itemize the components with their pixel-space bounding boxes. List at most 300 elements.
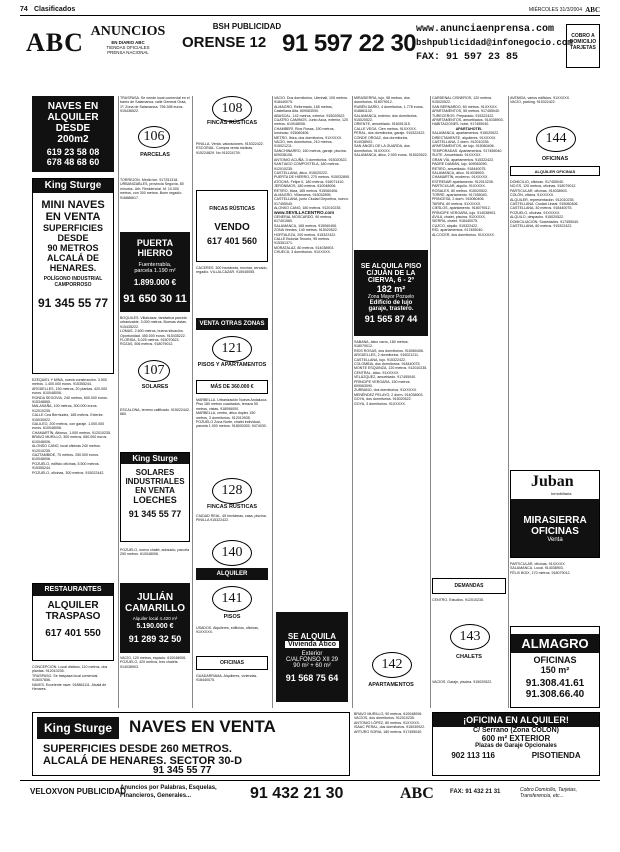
ks2-phone[interactable]: 91 345 55 77	[128, 509, 182, 519]
listing: RUBÉN DARÍO, 4 dormitorios, 1.778 euros. 918881102.	[354, 104, 424, 114]
os-l1: ¡OFICINA EN ALQUILER!	[433, 713, 599, 727]
kingsturge-logo: King Sturge	[33, 179, 113, 193]
listing: GOYA, 3 dormitorios. 91XXXXX.	[354, 401, 406, 406]
col7a-listings	[510, 96, 600, 122]
listing: PUERTA DE HIERRO, 270 metros. 915032895.	[274, 175, 350, 180]
listing: ALMAGRO. Villanueva. 915032895.	[274, 192, 332, 197]
section-144-num: 144	[545, 131, 567, 146]
section-121-sub: MÁS DE 360.000 €	[196, 380, 268, 394]
listing: CONCEPCIÓN. Local diáfano, 110 metros, dos plantas. 912010235.	[32, 665, 108, 674]
listing: SAN BERNARDO, 60 metros. 91XXXXX.	[432, 104, 498, 109]
section-107-num: 107	[143, 363, 165, 378]
vivienda-atico-ad[interactable]	[276, 612, 348, 702]
listing: PRÍNCIPE VERGARA, 150 metros. 609063090.	[354, 379, 411, 389]
ph-price: 1.899.000 €	[133, 278, 177, 287]
listing: HABITACIONES, hotel. 917455040.	[432, 122, 490, 127]
listing: SAN ÁNGEL DE LA GUARDA, dos dormitorios. 91XXXXX.	[354, 144, 410, 153]
col2f-listings	[120, 656, 190, 708]
footer-fax: FAX: 91 432 21 31	[450, 789, 501, 795]
listing: ALQUILO, despacho. 915020522.	[510, 215, 565, 220]
listing: ARGÜELLES, 2 dormitorios. 915021211.	[354, 353, 420, 358]
section-108-label: FINCAS RÚSTICAS	[206, 120, 258, 126]
listing: TORREJÓN. Medio km. 917251318.	[120, 178, 179, 182]
almagro-l2: 150 m²	[540, 665, 570, 675]
va-l2: Vivienda Ático	[285, 641, 339, 648]
section-141-num: 141	[221, 591, 243, 606]
section-143-badge	[450, 624, 490, 650]
section-106-badge	[138, 126, 170, 148]
listing: CENTRO. Estudios. 912010235.	[432, 598, 484, 602]
section-108-num: 108	[221, 101, 243, 116]
listing: ALONSO CANO, local oficinas 240 metros. 912010235.	[32, 444, 101, 453]
listing: ALONSO CANO, 180 metros. 912010235.	[274, 206, 342, 211]
os-l3: 600 m² EXTERIOR	[481, 734, 551, 743]
ks1-l9: CAMPORROSO	[54, 282, 92, 288]
listing: RÍO, apartamentos. 917455040.	[432, 228, 484, 233]
alquiler-oficinas-bar: ALQUILER OFICINAS	[510, 166, 600, 176]
listing: MIRASIERRA, lujo, 98 metros, dos dormitorios. 918079012.	[354, 96, 410, 105]
listing: ANTONIO LÓPEZ, 80 metros. 91XXXXX.	[354, 720, 421, 725]
section-140-badge	[212, 540, 252, 566]
col5c-listings	[354, 712, 428, 776]
listing: DOMICILIO, oficinas. 917455040.	[510, 180, 564, 184]
listing: VACÍO, parking. 915322422.	[510, 100, 556, 105]
listing: POZUELO, oficinas. 91XXXXX.	[510, 210, 561, 215]
listing: SANCHINARRO, 160 metros, garaje, piscina. 609038106.	[274, 148, 347, 158]
bsh-web[interactable]: www.anunciaenprensa.com	[416, 24, 555, 35]
naves-l1: NAVES EN	[47, 101, 99, 112]
listing: SALAMANCA, apartamentos. 915020522.	[432, 131, 500, 136]
oficina-serrano-ad[interactable]	[432, 712, 600, 776]
column-divider	[352, 96, 353, 708]
juban-brand: Juban	[531, 473, 574, 490]
listing: POZUELO Zona Norte, chalet individual, parcela 1.000 metros. 918000300. 9474030.	[196, 420, 267, 429]
ks3-logo: King Sturge	[37, 717, 119, 739]
ks3-l2: ALCALÁ DE HENARES. SECTOR 30-D	[43, 755, 243, 767]
listing: MONTE ESQUINZA, 120 metros. 912010235.	[354, 366, 428, 371]
section-128-label: FINCAS RÚSTICAS	[206, 504, 258, 510]
listing: PADRE DAMIÁN, lujo. 609063090.	[432, 162, 488, 167]
page-number: 74	[20, 6, 28, 13]
section-143-num: 143	[459, 629, 481, 644]
restaurantes-title: RESTAURANTES	[33, 584, 113, 596]
kingsturge-mini-naves-ad[interactable]	[32, 178, 114, 374]
section-128-badge	[212, 478, 252, 504]
col3e-listings	[196, 626, 268, 656]
footer-cobro: Cobro Domicilio, Tarjetas, Transferencia, etc...	[520, 787, 578, 799]
almagro-phone1[interactable]: 91.308.41.61	[525, 678, 585, 689]
almagro-oficinas-ad[interactable]	[510, 626, 600, 708]
listing: TEMPORADAS. Apartamentos. 917455040.	[432, 148, 503, 153]
ks2-l2: INDUSTRIALES	[125, 477, 185, 486]
col1-listings-bottom	[32, 665, 114, 711]
listing: VACÍO, 120 metros, espacio. 610048006.	[120, 656, 187, 660]
listing: ROSALES, 80 metros. 915020522.	[432, 188, 488, 193]
ks2-l1: SOLARES	[135, 468, 175, 477]
section-140-num: 140	[221, 545, 243, 560]
julian-l2: CAMARILLO	[125, 603, 185, 614]
listing: CASTELLANA, junto Ciudad Deportiva, nuevo. 917455040.	[274, 197, 349, 206]
section-128-num: 128	[221, 483, 243, 498]
listing: SALAMANCA. Local. 914038903.	[510, 566, 564, 571]
cobro-box: COBRO A DOMICILIO TARJETAS	[566, 24, 600, 68]
listing: CASTELLANA. Ciudad Lineal. 915060406.	[510, 202, 579, 207]
listing: ATOCHA. Felipe II, 180 metros. 916071410.	[274, 179, 345, 184]
naves-l3: DESDE	[55, 123, 91, 134]
listing: SANTIAGO COMPOSTELA, 180 metros. 912010235.	[274, 162, 340, 171]
listing: CALLE Cea Bermúdez, 185 metros. Exterior. 915030922.	[32, 413, 104, 422]
bsh-name: BSH PUBLICIDAD	[212, 22, 282, 31]
listing: CASTELLANA, lujo. 915322422.	[354, 357, 406, 362]
bsh-email[interactable]: bshpublicidad@infonegocio.com	[416, 38, 573, 48]
column-divider	[430, 96, 431, 708]
listing: ÁVILA, chalet, piscina. 91XXXXX.	[432, 214, 486, 219]
restaurantes-l1: ALQUILER	[47, 600, 99, 611]
listing: VACIO. Dos dormitorios, Ulenhall, 105 metros. 918440075.	[274, 96, 349, 105]
ks1-l7: HENARES.	[49, 263, 97, 273]
listing: GRAN VÍA, apartamentos. 915322422.	[432, 157, 495, 162]
ks2-logo: King Sturge	[121, 453, 189, 464]
julian-price: 5.190.000 €	[136, 623, 174, 630]
almagro-phone2[interactable]: 91.308.66.40	[525, 689, 585, 700]
veloxvon-logo: VELOXVON PUBLICIDAD	[30, 787, 127, 796]
listing: GOYA, dos dormitorios. 915020522.	[354, 397, 412, 402]
naves-l4: 200m2	[57, 134, 89, 145]
juban-mirasierra-ad[interactable]	[510, 470, 600, 558]
listing: ALMAGRO. Reformado, 165 metros, Castellana Alta. 609063090.	[274, 104, 333, 114]
listing: VELÁZQUEZ, amueblado. 917455040.	[354, 375, 417, 380]
col5a-listings	[354, 96, 428, 246]
listing: AVENIDA, varios edificios. 91XXXXX.	[510, 96, 571, 100]
listing: COLOMBIA, dos dormitorios. 918440075.	[354, 362, 421, 367]
juban-l3: Venta	[547, 537, 563, 543]
kingsturge-solares-ad[interactable]	[120, 452, 190, 542]
listing: POZUELO, edificio oficinas, 5.500 metros. 915355244.	[32, 461, 100, 471]
listing: TRASPASA. Se vende local comercial en el barrio de Salamanca, calle General Oráa, 1º. Zona de Salamanca. 756.398 euros. 915436522.	[120, 96, 190, 114]
listing: BRAVO MURILLO, 300 metros, 650.000 euros. 610048006.	[32, 435, 108, 444]
listing: TURECEROS. Preparado. 915322422.	[432, 113, 495, 118]
va-l1: SE ALQUILA	[287, 631, 337, 641]
col4-listings	[274, 96, 350, 484]
footer-anuncios2: Financieros, Generales...	[120, 793, 192, 799]
column-divider	[192, 96, 193, 708]
restaurantes-phone[interactable]: 617 401 550	[45, 628, 101, 639]
col3f-listings	[196, 674, 268, 708]
section-title: Clasificados	[34, 6, 76, 13]
listing: SALAMANCA, 165 metros. 915060406.	[274, 223, 338, 228]
listing: COLÓN, oficina. 91XXXXX.	[510, 193, 555, 198]
os-phone[interactable]: 902 113 116	[451, 751, 495, 760]
listing: CALLE VEGA. Cien metros. 91XXXXX.	[354, 126, 417, 131]
vendo-l1: FINCAS RÚSTICAS	[209, 206, 255, 212]
listing: RÍOS ROSAS, dos dormitorios. 915060406.	[354, 348, 424, 353]
listing: EZEQUIEL Y MINA, nueva construcción. 3.500 metros. 1.400.000 euros. 915355244.	[32, 378, 107, 387]
os-brand: PISOTIENDA	[531, 751, 581, 760]
listing: ABASCAL. 142 metros, exterior. 915020522.	[274, 113, 346, 118]
section-121-badge	[212, 336, 252, 362]
listing: SUITE. Amueblado. 91XXXXX.	[432, 153, 482, 158]
listing: URBANIZABLES, provincia Segovia, 80 minutos. Urb. Residencial. M. 10.000 metros, con 300 metros. Buen regadío. 916886617.	[120, 182, 184, 200]
listing: PRÍNCIPE VERGARA, lujo. 914038903.	[432, 210, 497, 215]
column-divider	[118, 96, 119, 708]
listing: DOMICILIACIÓN. Sociedades. 917455040.	[510, 219, 580, 224]
col2e-listings	[120, 548, 190, 582]
listing: METRO. Ibiza, dos dormitorios, 91XXXXX.	[274, 135, 343, 140]
listing: VACÍOS, dos dormitorios. 912010235.	[354, 716, 415, 721]
naves-phone1[interactable]: 619 23 58 08	[46, 147, 100, 157]
section-141-label: PISOS	[223, 614, 241, 620]
listing: CASTELLANA, 30 metros. 918440075.	[510, 206, 573, 211]
ks1-l1: MINI NAVES	[41, 199, 105, 211]
ks3-l1: SUPERFICIES DESDE 260 METROS.	[43, 743, 232, 755]
listing-heading: APARTAHOTEL	[455, 126, 483, 131]
naves-ad[interactable]	[32, 96, 114, 172]
listing: CÁCERES. 300 hectáreas, encinar, cercado, regadío. VILLALCÁZAR. 915045055.	[196, 266, 268, 275]
col6b-listings	[432, 598, 506, 618]
col6c-listings	[432, 680, 506, 708]
va-l4: C/ALFONSO XII 29	[285, 656, 339, 663]
va-l5: 90 m² + 60 m²	[293, 662, 331, 669]
naves-phone2[interactable]: 678 48 68 60	[46, 157, 100, 167]
listing: CHUECA, 3 dormitorios. 91XXXXX.	[274, 250, 331, 255]
listing: MARBELLA. Urbanización Nueva Andalucía. Piso 180 metros cuadrados, terraza 50 metros, vistas. 918096000.	[196, 398, 268, 411]
listing: MARBELLA, centro, ático duplex 150 metros, 3 dormitorios. 912010935.	[196, 411, 256, 420]
section-108-badge	[212, 96, 252, 122]
listing: SALAMANCA, ático. 914038903.	[432, 170, 485, 175]
listing: BRAVO MURILLO, 90 metros. 610048006.	[354, 712, 423, 716]
section-141-badge	[212, 586, 252, 612]
listing: ORIENTE, amueblado. 916091315.	[354, 122, 411, 127]
vendo-fincas-ad[interactable]	[196, 190, 268, 262]
section-107-label: SOLARES	[141, 384, 169, 390]
listing: PARTICULAR, alquilo. 91XXXXX.	[432, 184, 486, 189]
juban-l1: MIRASIERRA	[523, 515, 587, 526]
listing: ESCORIAL. Compra venta rústicas. 915224829. No 915224739.	[196, 146, 254, 155]
listing: VACÍO, tres dormitorios, 210 metros. 915021211.	[274, 140, 333, 149]
listing: MORATALAZ, 80 metros. 914038903.	[274, 245, 335, 250]
footer-anuncios: Anuncios por Palabras, Esquelas,	[120, 785, 217, 791]
naves-l2: ALQUILER	[47, 112, 99, 123]
jc-l7: garaje, trastero.	[368, 305, 414, 312]
abc-logo: ABC	[26, 28, 84, 57]
listing: APARTAMENTOS, 55 metros. 917455040.	[432, 109, 501, 114]
listing: MENÉNDEZ PELAYO, 2 dorm. 914038903.	[354, 392, 424, 397]
col3c-listings	[196, 398, 268, 468]
listing: CENTRAL, ático. 91XXXXX.	[354, 370, 400, 375]
listing: SALAMANCA, exterior, dos dormitorios. 915020522.	[354, 113, 418, 123]
col5b-listings	[354, 340, 428, 640]
listing: USADOS. Alquileres, edificios, oficinas, 91XXXXX.	[196, 626, 259, 635]
listing: ALCOCER, dos dormitorios. 91XXXXX.	[432, 232, 495, 237]
listing: JERÓNIMOS, 180 metros. 610048006.	[274, 184, 337, 189]
section-144-label: OFICINAS	[541, 156, 569, 162]
listing: CHAMBERÍ, Ríos Rosas, 150 metros, luminoso. 915060406.	[274, 126, 335, 136]
section-107-badge	[138, 360, 170, 382]
listing: NO ES, 120 metros, oficinas. 918079012.	[510, 184, 577, 189]
listing: HORTALEZA, 200 metros. 915322422.	[274, 232, 337, 237]
ks1-phone[interactable]: 91 345 55 77	[37, 296, 109, 310]
section-121-label: PISOS Y APARTAMENTOS	[197, 362, 267, 368]
jc-phone[interactable]: 91 565 87 44	[364, 313, 418, 324]
listing: GENERAL MOSCARDÓ, 90 metros. 617401560.	[274, 214, 333, 224]
col6-listings	[432, 96, 506, 566]
listing: ZURBANO, dos dormitorios. 91XXXXX.	[354, 388, 418, 393]
listing: ISAAC PERAL, dos dormitorios. 915030922.	[354, 725, 426, 730]
abc-mark: ABC	[585, 6, 600, 14]
juban-l2: OFICINAS	[531, 526, 579, 537]
listing: TRASPASO. Se traspasa local comercial. 915007856.	[32, 673, 99, 683]
ph-l2: parcela 1.190 m²	[134, 268, 176, 274]
anuncios-sub1: EN DIARIO ABC	[111, 40, 145, 45]
listing: FLORIDA, 5.025 metros. 915070623.	[120, 338, 180, 343]
kingsturge-naves-bottom-ad[interactable]	[32, 712, 350, 776]
listing: CHAMARTÍN, Alfonso, 1.000 metros. 912010235.	[32, 430, 112, 435]
listing: RETIRO, Ibiza, 165 metros. 915060406.	[274, 188, 339, 193]
listing: CONDE ORGAZ, dos dormitorios. 914038903.	[354, 135, 409, 145]
va-phone[interactable]: 91 568 75 64	[285, 672, 339, 683]
footer-bar	[20, 780, 600, 808]
section-106-num: 106	[143, 129, 165, 144]
ks3-phone[interactable]: 91 345 55 77	[153, 765, 212, 776]
column-divider	[508, 96, 509, 708]
col7b-listings	[510, 180, 600, 390]
anuncios-title: ANUNCIOS	[90, 24, 166, 39]
listing: CUATRO CAMINOS. Junto Azca, exterior, 120 metros. 610048006.	[274, 118, 349, 127]
listing: PARTICULAR, oficinas. 91XXXXX.	[510, 562, 566, 566]
section-ofertas-label: OFICINAS	[196, 656, 268, 670]
jc-l6: Edificio de lujo	[369, 299, 413, 306]
listing: ESTRENAR apartamento. 912010235.	[432, 179, 494, 184]
col3b-listings	[196, 266, 268, 314]
listing: ARGÜELLES, 150 metros, 20 plantas. 420.000 euros. 610048006.	[32, 386, 108, 396]
footer-phone[interactable]: 91 432 21 30	[250, 785, 344, 802]
listing: CASTELLANA, ático. 915020222.	[274, 170, 328, 175]
listing: CIESLOS, apartamento. 918079012.	[432, 206, 491, 211]
listing: SABANA, ático vacío, 180 metros. 918079012.	[354, 340, 409, 349]
puerta-hierro-ad[interactable]	[120, 232, 190, 312]
listing: POZUELO, oficinas, 300 metros. 915022442.	[32, 470, 105, 475]
jc-l4: 182 m²	[376, 283, 406, 294]
jc-l2: C/JUAN DE LA	[366, 269, 416, 277]
ks1-l6: ALCALÁ DE	[47, 253, 99, 263]
listing: LOMAS. 2.600 metros, buena situación. Oportunidad. 450.000 euros. 915435222.	[120, 329, 186, 338]
website-link[interactable]: www.SEVILLACENTRO.com	[274, 209, 335, 215]
juban-sub: Inmobiliaria	[551, 491, 572, 496]
listing: NAVES. Excelente nave. 918861111. Alcalá de Henares.	[32, 682, 107, 692]
julian-l3: Alquiler local 4.420 m²	[132, 616, 178, 621]
listing: MALASAÑA, 100 metros, 300.000 euros. 912010235.	[32, 404, 98, 413]
column-divider	[272, 96, 273, 708]
section-142-badge	[372, 652, 412, 678]
listing: CASTELLANA, 2 dorm. 912010235.	[432, 140, 490, 145]
top-bar	[20, 6, 600, 16]
section-120-bar: VENTA OTRAS ZONAS	[196, 318, 268, 330]
listing: POZUELO, 420 metros, tres chalets. 914038903.	[120, 660, 179, 669]
listing: ROZAS, 506 metros. 918079012.	[120, 342, 174, 347]
almagro-title: ALMAGRO	[511, 634, 599, 653]
bsh-address: ORENSE 12	[182, 34, 267, 51]
juban-logo-area	[511, 471, 599, 499]
va-l3: Exterior	[301, 650, 323, 657]
julian-camarillo-ad[interactable]	[120, 583, 190, 653]
vendo-phone[interactable]: 617 401 560	[206, 236, 258, 246]
issue-date: MIÉRCOLES 31/3/2004	[528, 7, 582, 13]
listing: PARTICULAR, oficinas. 914038903.	[510, 188, 568, 193]
col1-listings	[32, 378, 114, 608]
listing: TORRE, apartamento. 917455040.	[432, 192, 488, 197]
listing: SALAMANCA, ático, 2.000 euros. 915020522.	[354, 153, 428, 158]
listing: TARIFA, 60 metros. 91XXXXX.	[432, 201, 482, 206]
listing: VACÍOS. Garaje, piscina. 915020522.	[432, 680, 493, 684]
listing: BOQUILES. Villalcázar, fantástica parcela urbanizable. 3.000 metros. Buenas vistas. 915435222.	[120, 316, 187, 329]
listing: PRINCESA, 2 dorm. 915060406.	[432, 197, 485, 202]
section-106-label: PARCELAS	[140, 152, 170, 158]
listing: GALILEO, 200 metros, con garaje. 1.000.000 euros. 610048006.	[32, 422, 105, 431]
section-144-badge	[536, 126, 576, 152]
section-140-bar: ALQUILER	[196, 568, 268, 580]
listing: GAZTAMBIDE, 70 metros. 250.000 euros. 610048006.	[32, 452, 100, 462]
listing: FÉLIX BOIX, 170 metros. 918079012.	[510, 570, 571, 575]
col3d-listings	[196, 514, 268, 538]
ph-l1: Fuenterrabía,	[138, 262, 172, 268]
listing: SIERRA, chalet. 918440075.	[432, 219, 478, 224]
jc-l1: SE ALQUILA PISO	[360, 262, 422, 270]
listing: ANTONIO ACUÑA, 3 dormitorios. 915020522.	[274, 157, 348, 162]
demandas-bar: DEMANDAS	[432, 578, 506, 594]
listing: POZUELO, nuevo chalet, adosado, parcela 250 metros. 610048006.	[120, 548, 190, 557]
anuncios-sub3: PRENSA NACIONAL	[107, 50, 149, 55]
listing: ALQUILER, representación. 912010235.	[510, 197, 575, 202]
juan-de-la-cierva-ad[interactable]	[354, 250, 428, 336]
listing: CALLE Bolonia Tenorio, 95 metros. 915351371.	[274, 237, 331, 246]
almagro-l1: OFICINAS	[533, 655, 577, 665]
listing: RETIRO, amueblado. 918440075.	[432, 166, 487, 171]
restaurantes-l2: TRASPASO	[45, 611, 101, 622]
ks1-l8: POLÍGONO INDUSTRIAL	[43, 276, 103, 282]
vendo-l2: VENDO	[214, 222, 250, 233]
julian-phone[interactable]: 91 289 32 50	[128, 634, 182, 644]
section-142-num: 142	[381, 657, 403, 672]
os-l2: C/ Serrano (Zona COLÓN)	[473, 727, 559, 734]
jc-l3: CIERVA, 6 - 2º	[367, 276, 415, 284]
masthead	[20, 20, 600, 76]
listing: CUZCO, alquilo. 915322422.	[432, 223, 479, 228]
listing: DIRECTAMENTE, alquileres. 91XXXXX.	[432, 135, 497, 140]
jc-l5: Zona Mayor Pozuelo	[367, 293, 415, 300]
listing: APARTAMENTOS, amueblados. 914038903.	[432, 118, 504, 123]
ph-title: PUERTA HIERRO	[136, 238, 174, 258]
bsh-phone[interactable]: 91 597 22 30	[282, 30, 417, 57]
ks1-l3: SUPERFICIES	[42, 223, 103, 233]
col2d-listings	[120, 408, 190, 448]
restaurantes-ad[interactable]	[32, 583, 114, 661]
listing: PERAL, dos dormitorios, garaje. 915322422.	[354, 131, 426, 136]
listing: RONDA SEGOVIA, 240 metros, 600.000 euros. 915348855.	[32, 395, 108, 405]
os-l4: Plazas de Garaje Opcionales	[475, 743, 557, 749]
listing: APARTAMENTOS, de lujo. 915060406.	[432, 144, 495, 149]
listing: CIUDAD REAL. 45 hectáreas, casa, piscina. PINILLA 915322422.	[196, 514, 267, 523]
listing: ZONA Veedes, 140 metros. 915020522.	[274, 228, 338, 233]
bsh-fax: FAX: 91 597 23 85	[416, 52, 519, 63]
ph-phone[interactable]: 91 650 30 11	[123, 293, 187, 305]
col3a-listings	[196, 142, 268, 190]
ks1-l2: EN VENTA	[45, 211, 101, 223]
julian-l1: JULIÁN	[136, 592, 174, 603]
listing: ARTURO SORIA, 180 metros. 917455040.	[354, 729, 423, 734]
section-121-num: 121	[221, 341, 243, 356]
ks1-l5: 90 METROS	[47, 243, 99, 253]
ks1-l4: DESDE	[57, 233, 89, 243]
